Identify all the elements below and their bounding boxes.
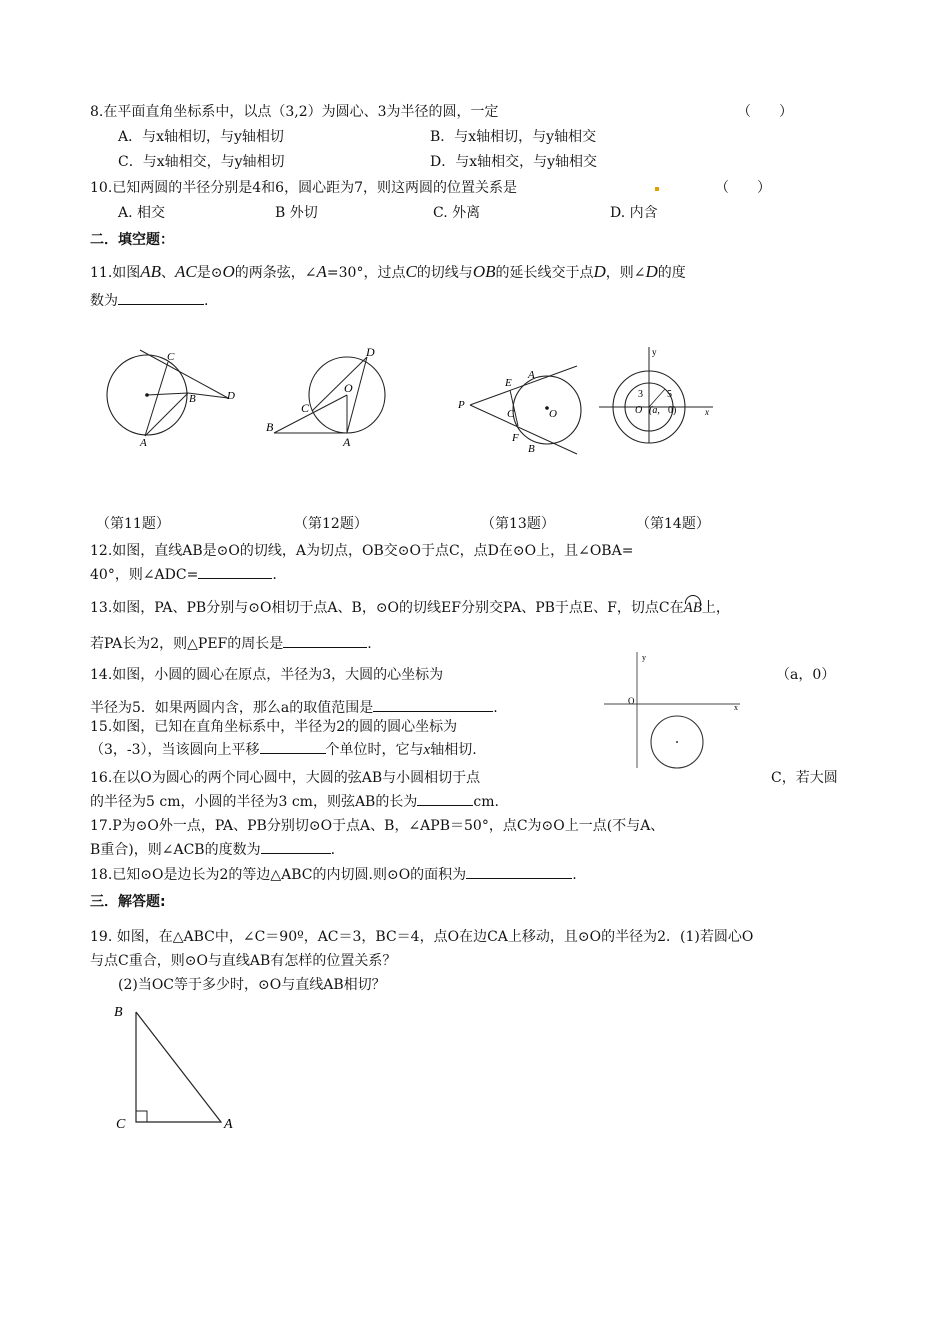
fig12-label-a: A [343,435,351,449]
q8-option-a: A．与x轴相切，与y轴相切 [118,129,284,145]
q12-line2 [90,564,277,584]
q13-arc-ab [684,600,702,617]
q14-coord: （a，0） [776,667,836,683]
figure-15 [600,648,750,773]
fig11-label-d: D [227,390,235,402]
q15-text: 轴相切. [430,742,477,758]
q16-line2 [90,791,499,811]
q13-text: 上， [701,600,730,616]
q11-text: ，则∠ [605,265,646,281]
fig14-label-x: x [705,407,709,417]
fig11-label-b: B [189,393,196,405]
section-heading-solutions: 三．解答题: [90,894,166,910]
q14-line2 [90,697,498,717]
fig12-label-o: O [344,381,353,395]
fig13-label-b: B [528,443,535,455]
q14-text: 半径为5．如果两圆内含，那么a的取值范围是 [90,700,374,716]
q11-text: =30°，过点 [326,265,406,281]
caption-fig11: （第11题） [96,516,170,532]
q10-option-c: C. 外离 [433,205,481,221]
q19-line3: (2)当OC等于多少时，⊙O与直线AB相切？ [118,977,386,993]
q11-o: O [222,262,235,281]
fig14-label-o: O [635,405,643,416]
q14-end: . [493,700,498,716]
q12-end: . [272,567,277,583]
q11-text: 的切线与 [416,265,473,281]
q12-answer-blank[interactable] [198,564,272,579]
figure-11 [100,340,240,450]
q8-stem: 8.在平面直角坐标系中，以点（3,2）为圆心、3为半径的圆，一定 [90,104,499,120]
q16-text: cm. [473,794,499,810]
q8-option-c: C．与x轴相交，与y轴相切 [118,154,285,170]
q11-answer-blank[interactable] [118,290,204,305]
q12-text: 40°，则∠ADC= [90,567,199,583]
q15-answer-blank[interactable] [260,739,326,754]
q11-a: A [316,262,327,281]
q16-line1-tail: C，若大圆 [771,770,838,786]
q11-text: 的度 [657,265,686,281]
q16-line1: 16.在以O为圆心的两个同心圆中，大圆的弦AB与小圆相切于点 [90,770,481,786]
fig12-label-b: B [266,420,274,434]
q17-end: . [330,842,336,858]
q13-text: 若PA长为2，则△PEF的周长是 [90,636,284,652]
q17-answer-blank[interactable] [261,839,331,854]
q17-line2 [90,839,335,859]
fig14-label-3: 3 [638,389,643,400]
fig19-label-c: C [116,1117,126,1132]
figure-12 [262,340,402,449]
fig13-label-f: F [512,432,519,444]
q13-line1 [90,597,730,617]
highlight-dot [655,187,659,191]
fig14-label-0: 0) [668,405,677,416]
q15-line2 [90,739,477,759]
q11-ob: OB [472,262,496,281]
q16-text: 的半径为5 cm，小圆的半径为3 cm，则弦AB的长为 [90,794,418,810]
q8-option-d: D．与x轴相交，与y轴相交 [430,154,598,170]
q11-text: 的两条弦，∠ [234,265,317,281]
fig13-label-p: P [458,399,465,411]
q18-end: . [572,867,577,883]
fig14-label-5: 5 [667,389,672,400]
caption-fig13: （第13题） [481,516,555,532]
q12-line1: 12.如图，直线AB是⊙O的切线，A为切点，OB交⊙O于点C，点D在⊙O上，且∠OBA= [90,543,634,559]
q10-answer-paren: （ ） [715,180,771,196]
q10-option-b: B 外切 [275,205,318,221]
q8-option-b: B．与x轴相切，与y轴相交 [430,129,597,145]
figure-19-triangle [110,998,250,1138]
q11-text: 11.如图 [90,265,141,281]
q15-x: x [423,742,431,758]
q16-answer-blank[interactable] [417,791,473,806]
fig13-label-e: E [505,377,512,389]
caption-fig14: （第14题） [636,516,710,532]
fig12-label-d: D [366,345,375,359]
fig11-label-c: C [167,351,175,363]
q11-d2: D [645,262,658,281]
fig11-label-a: A [140,437,147,449]
q8-answer-paren: （ ） [737,104,793,120]
q19-line1: 19. 如图，在△ABC中，∠C＝90º，AC＝3，BC＝4，点O在边CA上移动，且⊙O的半径为2．(1)若圆心O [90,929,754,945]
fig13-label-o: O [549,408,557,420]
q10-stem: 10.已知两圆的半径分别是4和6，圆心距为7，则这两圆的位置关系是 [90,180,517,196]
figure-14 [597,345,717,445]
q15-text: （3，-3），当该圆向上平移 [90,742,260,758]
q11-end: . [204,293,209,309]
fig13-label-c: C [507,408,515,420]
q11-ac: AC [175,262,197,281]
q11-ab: AB [140,262,162,281]
q13-end: . [367,636,372,652]
q19-line2: 与点C重合，则⊙O与直线AB有怎样的位置关系？ [90,953,397,969]
fig15-label-y: y [642,653,646,662]
fig14-label-a: (a, [649,405,660,416]
figure-13 [452,362,582,458]
q18-text: 18.已知⊙O是边长为2的等边△ABC的内切圆.则⊙O的面积为 [90,867,467,883]
q10-option-a: A. 相交 [118,205,166,221]
q13-line2 [90,633,372,653]
q11-line2 [90,290,208,310]
q18-answer-blank[interactable] [466,864,572,879]
section-heading-fill-in: 二．填空题： [90,232,174,248]
q11-text: 数为 [90,293,118,309]
q15-line1: 15.如图，已知在直角坐标系中，半径为2的圆的圆心坐标为 [90,719,458,735]
arc-symbol [685,595,701,604]
q11-c: C [405,262,417,281]
fig15-label-o: O [628,696,635,706]
q11-text: 是⊙ [196,265,223,281]
q14-line1: 14.如图，小圆的圆心在原点，半径为3，大圆的心坐标为 [90,667,444,683]
fig15-label-x: x [734,703,738,712]
q10-option-d: D. 内含 [610,205,658,221]
q11-text: 的延长线交于点 [495,265,594,281]
q13-answer-blank[interactable] [283,633,367,648]
q14-answer-blank[interactable] [373,697,493,712]
q17-text: B重合)，则∠ACB的度数为 [90,842,261,858]
fig19-label-b: B [114,1005,123,1020]
q18-line [90,864,577,884]
fig13-label-a: A [528,369,535,381]
q11-d: D [593,262,606,281]
q11-line1 [90,262,686,282]
q13-arc-label: AB [683,600,702,616]
fig19-label-a: A [224,1117,233,1132]
caption-fig12: （第12题） [294,516,368,532]
q15-text: 个单位时，它与 [325,742,424,758]
q17-line1: 17.P为⊙O外一点，PA、PB分别切⊙O于点A、B，∠APB＝50°，点C为⊙O上一点(不与A、 [90,818,665,834]
fig14-label-y: y [652,347,657,357]
q13-text: 13.如图，PA、PB分别与⊙O相切于点A、B，⊙O的切线EF分别交PA、PB于点E、F，切点C在 [90,600,684,616]
fig12-label-c: C [301,401,310,415]
q11-sep: 、 [161,265,176,281]
